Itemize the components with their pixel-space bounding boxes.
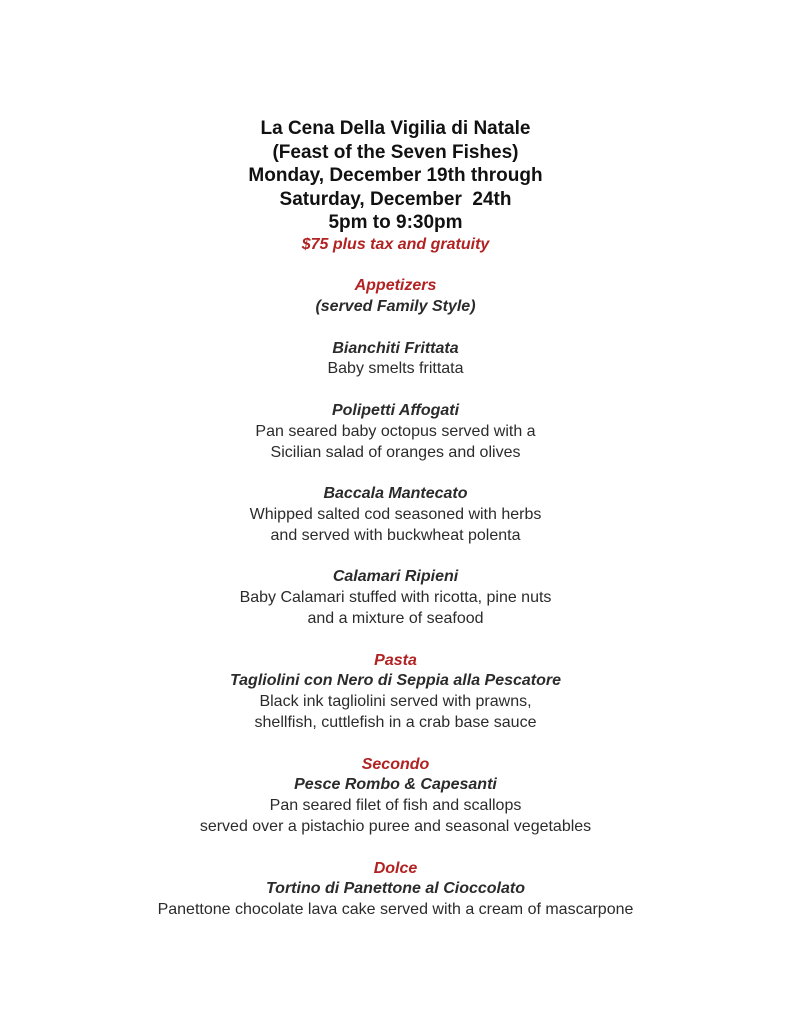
title-line-2: (Feast of the Seven Fishes) xyxy=(272,141,519,163)
dish-name: Bianchiti Frittata xyxy=(332,339,459,357)
secondo-heading: Secondo xyxy=(361,755,430,773)
dish-desc-line: Whipped salted cod seasoned with herbs xyxy=(249,506,542,524)
title-line-1: La Cena Della Vigilia di Natale xyxy=(260,118,531,139)
dish-desc-line: Pan seared baby octopus served with a xyxy=(255,422,536,440)
dish-name: Tortino di Panettone al Cioccolato xyxy=(266,880,525,898)
dish-desc-line: Panettone chocolate lava cake served with a cream of mascarpone xyxy=(157,901,634,919)
dish-desc-line: shellfish, cuttlefish in a crab base sauce xyxy=(254,714,537,732)
dish-name: Pesce Rombo & Capesanti xyxy=(294,776,497,794)
dish-desc-line: and served with buckwheat polenta xyxy=(270,526,521,544)
appetizers-heading: Appetizers xyxy=(354,277,437,295)
dish-desc-line: served over a pistachio puree and seasonal vegetables xyxy=(199,818,592,836)
dish-desc-line: Pan seared filet of fish and scallops xyxy=(269,797,522,815)
dish-calamari-ripieni xyxy=(0,567,791,629)
dish-pesce-rombo xyxy=(0,775,791,837)
dish-tagliolini xyxy=(0,671,791,733)
pasta-heading: Pasta xyxy=(374,651,417,669)
dish-name: Calamari Ripieni xyxy=(332,568,459,586)
dish-bianchiti-frittata xyxy=(0,339,791,381)
appetizers-subheading: (served Family Style) xyxy=(315,298,476,316)
title-line-5: 5pm to 9:30pm xyxy=(328,212,463,233)
dolce-heading: Dolce xyxy=(373,859,418,877)
dish-desc-line: Sicilian salad of oranges and olives xyxy=(270,443,521,461)
dish-desc-line: Baby Calamari stuffed with ricotta, pine nuts xyxy=(239,589,552,607)
dish-baccala-mantecato xyxy=(0,484,791,546)
dish-name: Baccala Mantecato xyxy=(323,485,468,503)
title-line-4: Saturday, December 24th xyxy=(279,188,512,210)
dish-tortino-panettone xyxy=(0,879,791,921)
title-line-3: Monday, December 19th through xyxy=(248,165,543,186)
dish-name: Polipetti Affogati xyxy=(331,402,460,420)
dish-desc-line: Baby smelts frittata xyxy=(327,360,464,378)
price-line: $75 plus tax and gratuity xyxy=(301,235,490,253)
dish-polipetti-affogati xyxy=(0,401,791,463)
dish-desc-line: Black ink tagliolini served with prawns, xyxy=(259,693,532,711)
menu-page xyxy=(0,117,791,921)
menu-title-block xyxy=(0,117,791,235)
dish-desc-line: and a mixture of seafood xyxy=(307,610,484,628)
dish-name: Tagliolini con Nero di Seppia alla Pescatore xyxy=(229,672,562,690)
